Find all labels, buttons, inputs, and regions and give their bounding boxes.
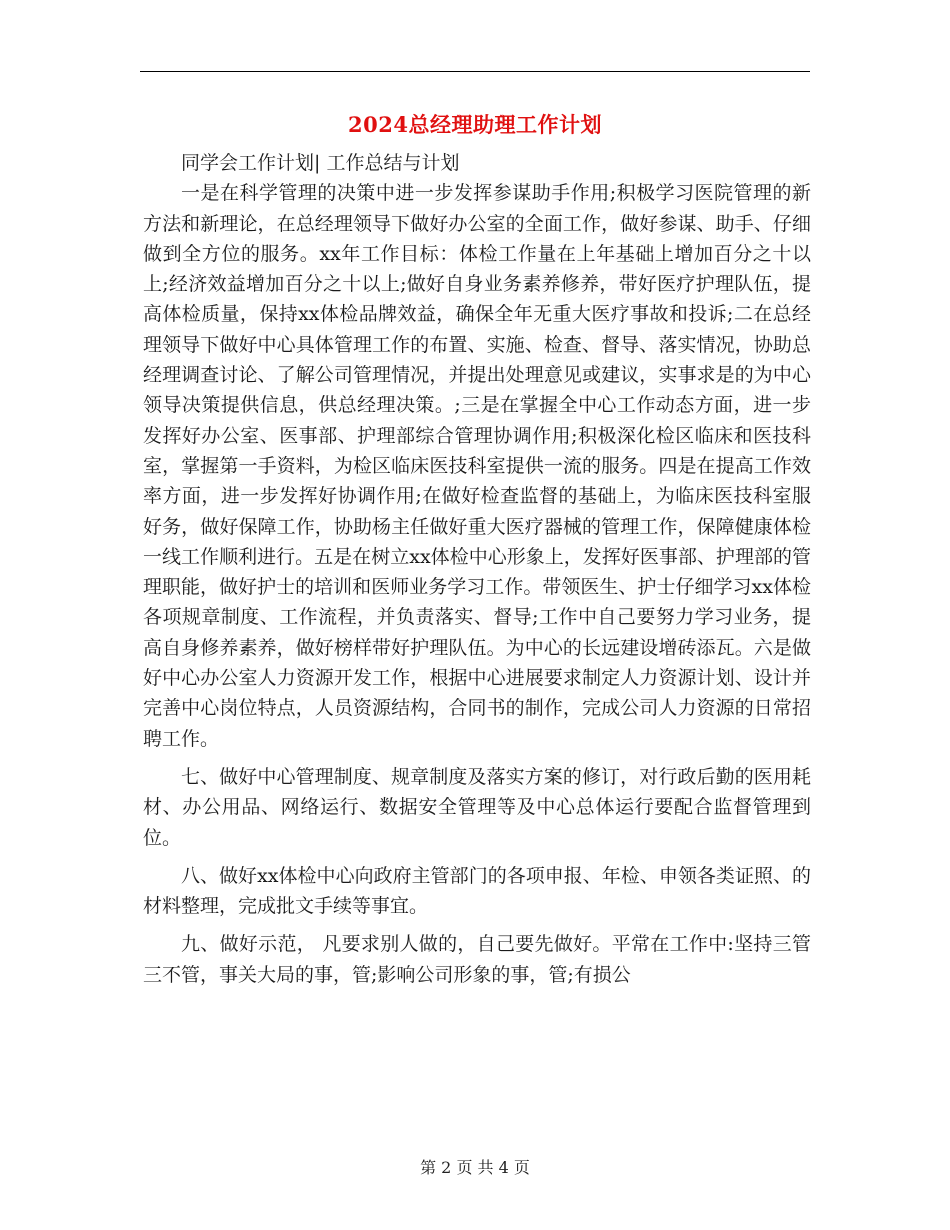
document-title: 2024总经理助理工作计划 — [348, 112, 602, 137]
paragraph-8: 八、做好xx体检中心向政府主管部门的各项申报、年检、申领各类证照、的材料整理，完成批文手续等事宜。 — [143, 864, 811, 918]
page-number: 第 2 页 共 4 页 — [420, 1158, 530, 1177]
paragraph-subtitle: 同学会工作计划| 工作总结与计划 — [181, 152, 460, 174]
document-body — [143, 148, 811, 990]
paragraph-1: 一是在科学管理的决策中进一步发挥参谋助手作用;积极学习医院管理的新方法和新理论，在总经理领导下做好办公室的全面工作，做好参谋、助手、仔细做到全方位的服务。xx年工作目标：体检工作量在上年基础上增加百分之十以上;经济效益增加百分之十以上;做好自身业务素养修养，带好医疗护理队伍，提高体检质量，保持xx体检品牌效益，确保全年无重大医疗事故和投诉;二在总经理领导下做好中心具体管理工作的布置、实施、检查、督导、落实情况，协助总经理调查讨论、了解公司管理情况，并提出处理意见或建议，实事求是的为中心领导决策提供信息，供总经理决策。;三是在掌握全中心工作动态方面，进一步发挥好办公室、医事部、护理部综合管理协调作用;积极深化检区临床和医技科室，掌握第一手资料，为检区临床医技科室提供一流的服务。四是在提高工作效率方面，进一步发挥好协调作用;在做好检查监督的基础上，为临床医技科室服好务，做好保障工作，协助杨主任做好重大医疗器械的管理工作，保障健康体检一线工作顺利进行。五是在树立xx体检中心形象上，发挥好医事部、护理部的管理职能，做好护士的培训和医师业务学习工作。带领医生、护士仔细学习xx体检各项规章制度、工作流程，并负责落实、督导;工作中自己要努力学习业务，提高自身修养素养，做好榜样带好护理队伍。为中心的长远建设增砖添瓦。六是做好中心办公室人力资源开发工作，根据中心进展要求制定人力资源计划、设计并完善中心岗位特点，人员资源结构，合同书的制作，完成公司人力资源的日常招聘工作。 — [143, 182, 811, 750]
paragraph-9: 九、做好示范， 凡要求别人做的，自己要先做好。平常在工作中:坚持三管三不管，事关大局的事，管;影响公司形象的事，管;有损公 — [143, 933, 811, 986]
paragraph-7: 七、做好中心管理制度、规章制度及落实方案的修订，对行政后勤的医用耗材、办公用品、网络运行、数据安全管理等及中心总体运行要配合监督管理到位。 — [143, 765, 811, 849]
header-divider — [140, 71, 810, 72]
